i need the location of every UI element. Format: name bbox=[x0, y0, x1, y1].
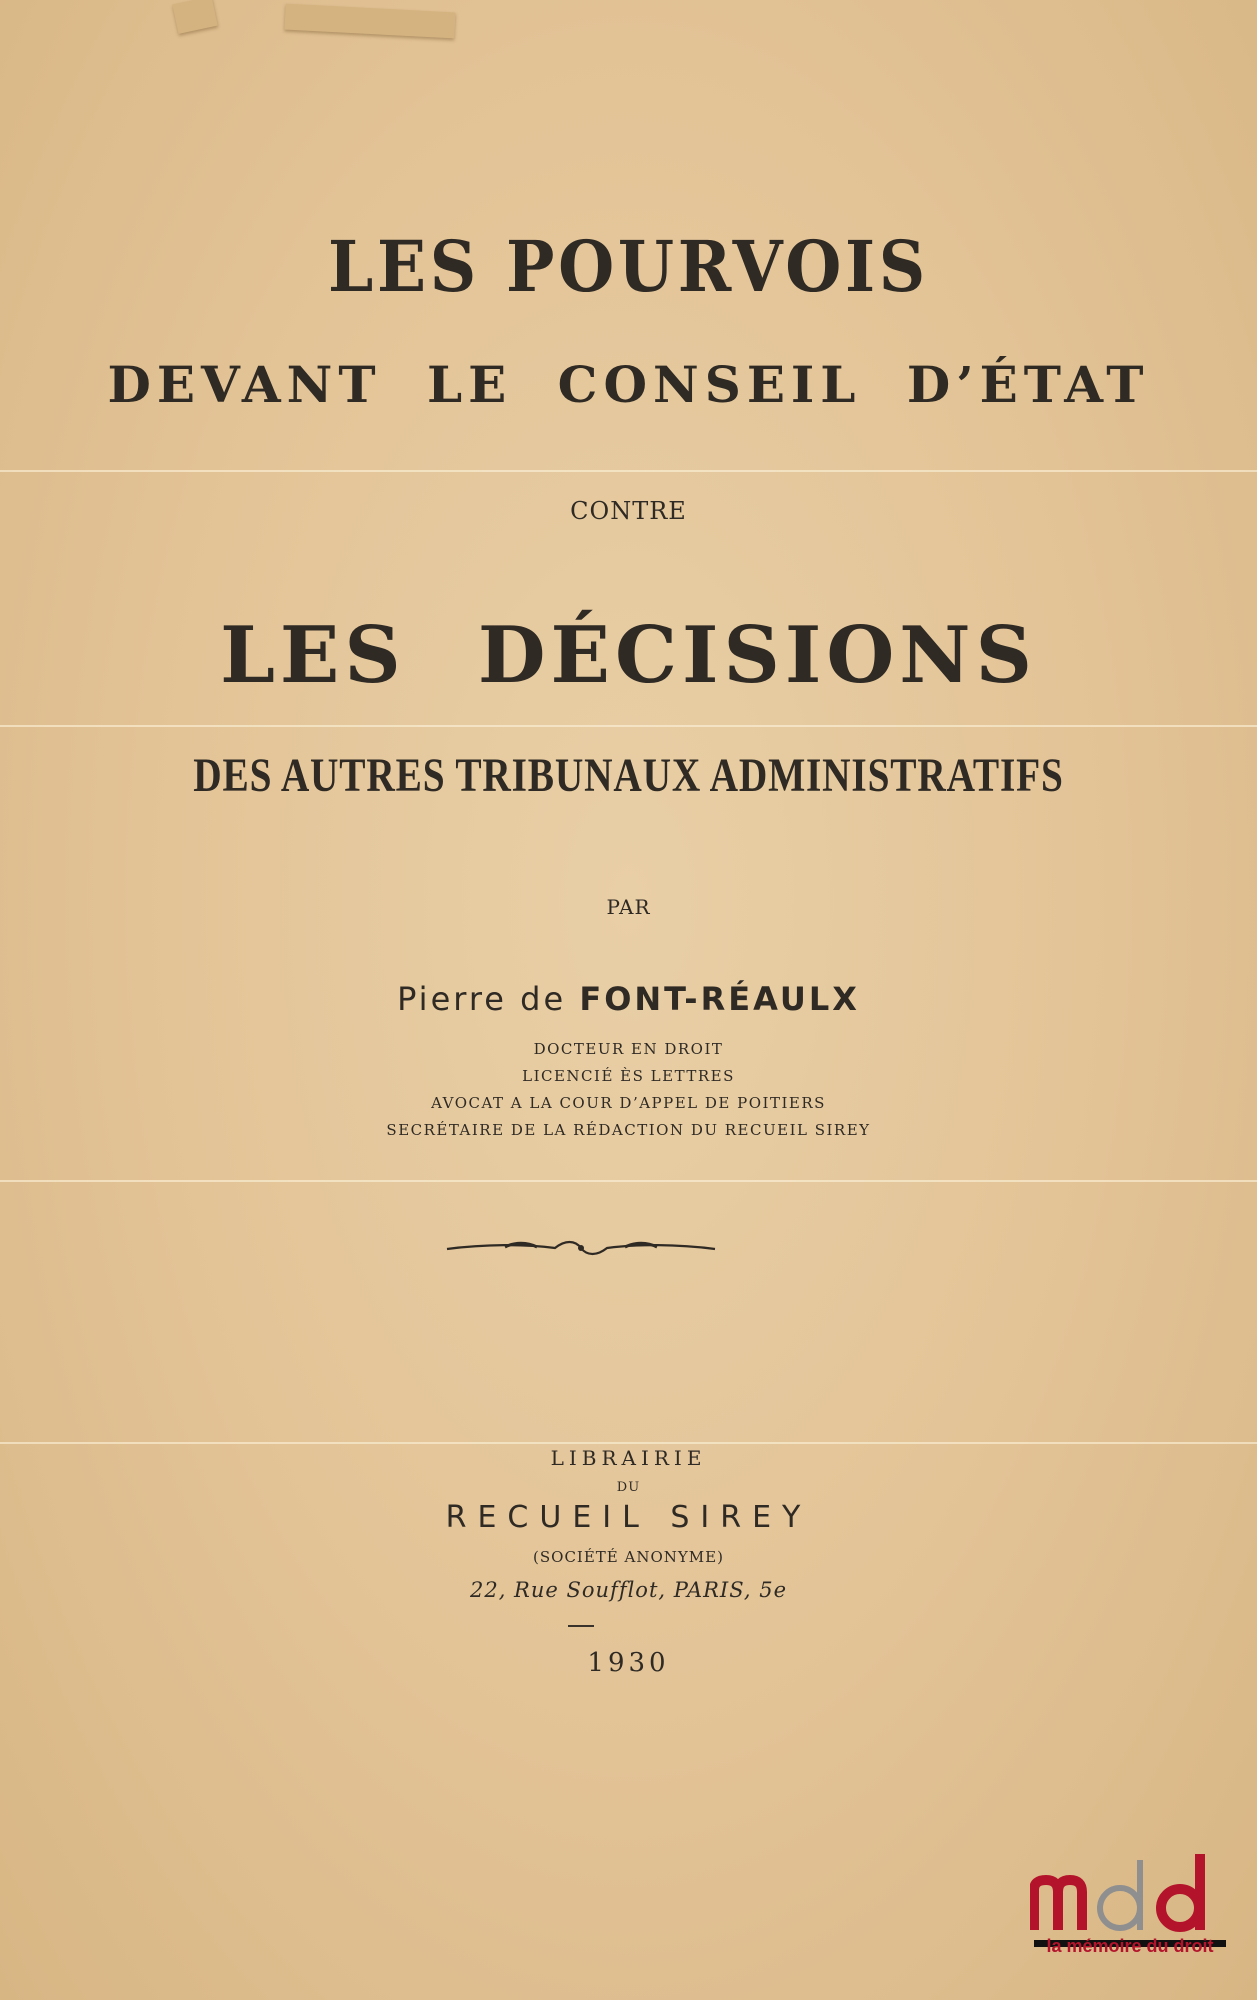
author-first-name: Pierre de bbox=[397, 980, 567, 1018]
ornament-divider bbox=[445, 1236, 717, 1260]
title-line-2: DEVANT LE CONSEIL D’ÉTAT bbox=[107, 355, 1150, 414]
paper-fold-line bbox=[0, 1442, 1257, 1444]
publication-year: 1930 bbox=[587, 1648, 670, 1678]
author-credential: DOCTEUR EN DROIT bbox=[533, 1040, 724, 1058]
publisher-name: RECUEIL SIREY bbox=[445, 1500, 812, 1535]
author-name bbox=[0, 980, 1257, 1018]
author-credential: AVOCAT A LA COUR D’APPEL DE POITIERS bbox=[431, 1094, 826, 1112]
paper-fold-line bbox=[0, 470, 1257, 472]
paper-fold-line bbox=[0, 1180, 1257, 1182]
separator-dash bbox=[568, 1625, 594, 1627]
publisher-line-1: LIBRAIRIE bbox=[550, 1446, 707, 1470]
publisher-type: (SOCIÉTÉ ANONYME) bbox=[533, 1548, 724, 1566]
title-line-1: LES POURVOIS bbox=[328, 225, 929, 308]
author-by: PAR bbox=[606, 895, 651, 919]
title-line-4: LES DÉCISIONS bbox=[220, 610, 1037, 701]
author-credential: SECRÉTAIRE DE LA RÉDACTION DU RECUEIL SIREY bbox=[386, 1121, 871, 1139]
publisher-line-2: DU bbox=[616, 1480, 641, 1495]
torn-paper-strip bbox=[284, 4, 455, 39]
paper-fold-line bbox=[0, 725, 1257, 727]
author-last-name: FONT-RÉAULX bbox=[579, 980, 860, 1018]
torn-paper-corner bbox=[172, 0, 217, 34]
publisher-address: 22, Rue Soufflot, PARIS, 5e bbox=[469, 1578, 787, 1602]
logo-tagline: la mémoire du droit bbox=[1046, 1936, 1214, 1956]
title-line-3: CONTRE bbox=[570, 497, 687, 525]
author-credential: LICENCIÉ ÈS LETTRES bbox=[522, 1067, 735, 1085]
title-line-5: DES AUTRES TRIBUNAUX ADMINISTRATIFS bbox=[193, 749, 1064, 802]
